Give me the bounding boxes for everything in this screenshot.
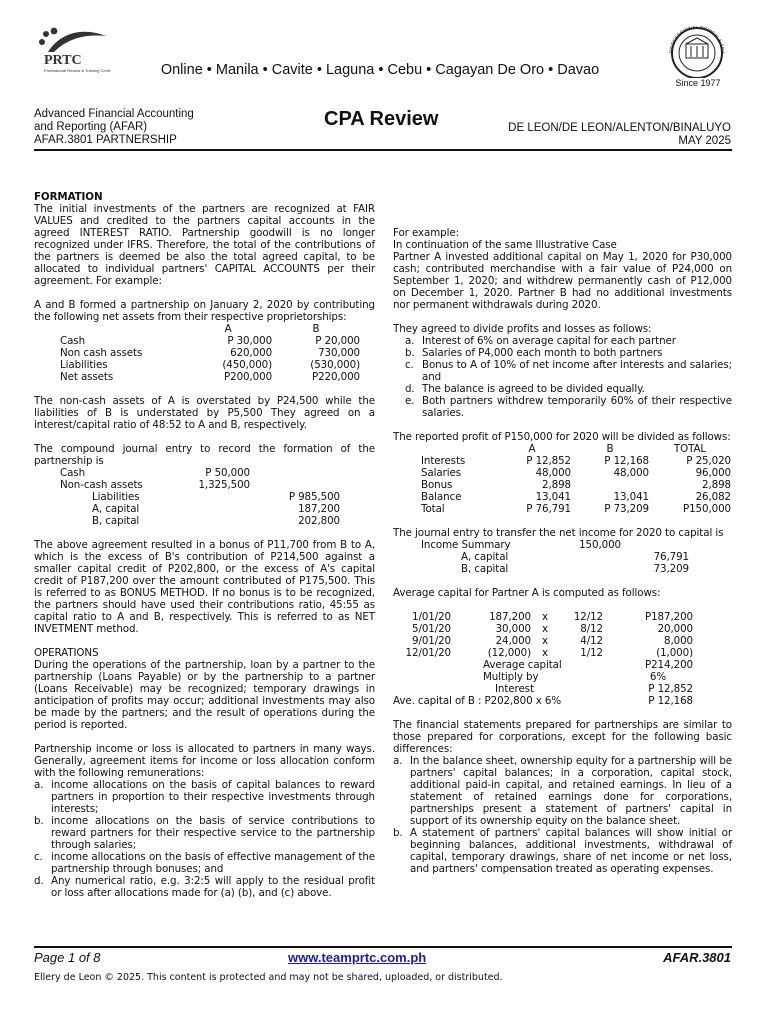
list-item: d. Any numerical ratio, e.g. 3:2:5 will apply to the residual profit or loss after allocations made for (a) (b), and (c) above. bbox=[34, 875, 375, 899]
table-row: Liabilities (450,000) (530,000) bbox=[60, 359, 360, 371]
table-row: Cash P 50,000 bbox=[60, 467, 250, 479]
table-row: Non-cash assets 1,325,500 bbox=[60, 479, 250, 491]
additional-capital-paragraph: Partner A invested additional capital on May 1, 2020 for P30,000 cash; contributed merchandise with a fair value of P24,000 on September 1, 2020; and withdrew permanently cash of P12,000 on December 1, 2020. Partner B had no additional investments nor permanent withdrawals during 2020. bbox=[393, 251, 732, 311]
list-item: a. In the balance sheet, ownership equity for a partnership will be partners' capital balances; in a corporation, capital stock, additional paid-in capital, and retained earnings. In lieu of a statement of retained earnings done for corporations, partnerships present a statement of partners' capital in support of its ownership equity on the balance sheet. bbox=[393, 755, 732, 827]
closing-journal bbox=[421, 539, 689, 575]
table-row: Salaries 48,000 48,000 96,000 bbox=[421, 467, 731, 479]
table-row: 12/01/20 (12,000) x 1/12 (1,000) bbox=[405, 647, 693, 659]
table-row: Interest P 12,852 bbox=[495, 683, 693, 695]
table-row: Multiply by 6% bbox=[483, 671, 667, 683]
example-subheading: In continuation of the same Illustrative Case bbox=[393, 239, 617, 251]
list-item: a. Interest of 6% on average capital for each partner bbox=[405, 335, 676, 347]
locations-line: Online • Manila • Cavite • Laguna • Cebu • Cagayan De Oro • Davao bbox=[160, 62, 600, 78]
formation-paragraph: The initial investments of the partners are recognized at FAIR VALUES and credited to the partners capital accounts in the agreed INTEREST RATIO. Partnership goodwill is no longer recognized under IFRS. Therefore, the total of the contributions of the partners is deemed be also the total agreed capital, to be allocated to individual partners' CAPITAL ACCOUNTS per their agreement. For example: bbox=[34, 203, 375, 287]
list-item: b. Salaries of P4,000 each month to both partners bbox=[405, 347, 663, 359]
table-row: A B TOTAL bbox=[528, 443, 707, 455]
table-row: Total P 76,791 P 73,209 P150,000 bbox=[421, 503, 731, 515]
page-number: Page 1 of 8 bbox=[34, 950, 101, 965]
table-row: 1/01/20 187,200 x 12/12 P187,200 bbox=[412, 611, 693, 623]
list-item: b. income allocations on the basis of service contributions to reward partners for their respective service to the partnership through salaries; bbox=[34, 815, 375, 851]
svg-text:Professional Review & Training: Professional Review & Training Center bbox=[44, 68, 110, 73]
table-row: Ave. capital of B : P202,800 x 6% P 12,168 bbox=[393, 695, 693, 707]
svg-text:PROFESSIONAL REVIEW & TRAINING: PROFESSIONAL REVIEW & TRA bbox=[668, 26, 726, 55]
left-column bbox=[34, 191, 375, 899]
table-row: Cash P 30,000 P 20,000 bbox=[60, 335, 360, 347]
operations-paragraph: During the operations of the partnership, loan by a partner to the partnership (Loans Payable) or by the partnership to a partner (Loans Receivable) may be recognized; temporary drawings in anticipation of profits may occur; additional investments may also be made by the partners; and the result of operations during the period is reported. bbox=[34, 659, 375, 731]
bonus-method-paragraph: The above agreement resulted in a bonus of P11,700 from B to A, which is the excess of B's contribution of P214,500 against a smaller capital credit of P202,800, or the excess of A's capital credit of P187,200 over the amount contributed of P175,500. This is referred to as BONUS METHOD. If no bonus is to be recognized, the partners should have used their contributions ratio, 45:55 as capital ratio to A and B, respectively. This is referred to as NET INVETMENT method. bbox=[34, 539, 375, 635]
table-row: B, capital 73,209 bbox=[461, 563, 689, 575]
module-code: AFAR.3801 bbox=[663, 950, 731, 965]
subject-block bbox=[34, 108, 194, 147]
subject-line-3: AFAR.3801 PARTNERSHIP bbox=[34, 134, 177, 146]
table-row: Average capital P214,200 bbox=[483, 659, 693, 671]
table-row: A B bbox=[224, 323, 320, 335]
document-title: CPA Review bbox=[324, 108, 439, 130]
prtc-logo bbox=[34, 22, 110, 74]
list-item: a. income allocations on the basis of capital balances to reward partners in proportion to their respective investments through interests; bbox=[34, 779, 375, 815]
table-row: 9/01/20 24,000 x 4/12 8,000 bbox=[412, 635, 693, 647]
authors: DE LEON/DE LEON/ALENTON/BINALUYO bbox=[508, 122, 731, 134]
list-item: d. The balance is agreed to be divided equally. bbox=[405, 383, 645, 395]
list-item: e. Both partners withdrew temporarily 60% of their respective salaries. bbox=[405, 395, 732, 419]
differences-list bbox=[393, 755, 732, 875]
table-row: A, capital 187,200 bbox=[92, 503, 340, 515]
table-row: Income Summary 150,000 bbox=[421, 539, 621, 551]
footer-rule bbox=[34, 946, 732, 948]
list-item: c. income allocations on the basis of effective management of the partnership through bonuses; and bbox=[34, 851, 375, 875]
formation-journal bbox=[60, 467, 340, 527]
journal-intro: The compound journal entry to record the formation of the partnership is bbox=[34, 443, 375, 467]
formation-heading: FORMATION bbox=[34, 191, 103, 203]
operations-heading: OPERATIONS bbox=[34, 647, 99, 659]
table-row: Liabilities P 985,500 bbox=[92, 491, 340, 503]
since-label: Since 1977 bbox=[675, 78, 721, 88]
remunerations-list bbox=[34, 779, 375, 899]
table-row: Balance 13,041 13,041 26,082 bbox=[421, 491, 731, 503]
table-row: Interests P 12,852 P 12,168 P 25,020 bbox=[421, 455, 731, 467]
closing-intro: The journal entry to transfer the net income for 2020 to capital is bbox=[393, 527, 724, 539]
list-item: c. Bonus to A of 10% of net income after interests and salaries; and bbox=[405, 359, 732, 383]
header-rule bbox=[34, 149, 732, 151]
allocation-paragraph: Partnership income or loss is allocated to partners in many ways. Generally, agreement items for income or loss allocation conform with the following remunerations: bbox=[34, 743, 375, 779]
average-capital-table bbox=[403, 611, 693, 695]
website-link[interactable]: www.teamprtc.com.ph bbox=[288, 950, 427, 965]
financial-statements-paragraph: The financial statements prepared for partnerships are similar to those prepared for corporations, except for the following basic differences: bbox=[393, 719, 732, 755]
overstatement-paragraph: The non-cash assets of A is overstated by P24,500 while the liabilities of B is understated by P5,500 They agreed on a interest/capital ratio of 48:52 to A and B, respectively. bbox=[34, 395, 375, 431]
right-column bbox=[393, 227, 732, 875]
table-row: Bonus 2,898 2,898 bbox=[421, 479, 731, 491]
table-row: B, capital 202,800 bbox=[92, 515, 340, 527]
formation-example: A and B formed a partnership on January 2, 2020 by contributing the following net assets from their respective proprietorships: bbox=[34, 299, 375, 323]
agreement-intro: They agreed to divide profits and losses as follows: bbox=[393, 323, 652, 335]
svg-text:PRTC: PRTC bbox=[44, 53, 82, 68]
copyright-notice: Ellery de Leon © 2025. This content is protected and may not be shared, uploaded, or distributed. bbox=[34, 972, 503, 983]
average-capital-intro: Average capital for Partner A is computed as follows: bbox=[393, 587, 661, 599]
net-assets-table bbox=[60, 323, 360, 383]
table-row: A, capital 76,791 bbox=[461, 551, 689, 563]
subject-line-2: and Reporting (AFAR) bbox=[34, 121, 148, 133]
subject-line-1: Advanced Financial Accounting bbox=[34, 108, 194, 120]
division-intro: The reported profit of P150,000 for 2020 will be divided as follows: bbox=[393, 431, 731, 443]
example-heading: For example: bbox=[393, 227, 459, 239]
profit-division-table bbox=[421, 443, 731, 515]
date: MAY 2025 bbox=[678, 135, 731, 147]
authors-block bbox=[508, 122, 731, 148]
list-item: b. A statement of partners' capital balances will show initial or beginning balances, additional investments, withdrawal of capital, temporary drawings, share of net income or net loss, and partners' compensation treated as operating expenses. bbox=[393, 827, 732, 875]
table-row: 5/01/20 30,000 x 8/12 20,000 bbox=[412, 623, 693, 635]
average-capital-b bbox=[393, 695, 693, 707]
agreement-list bbox=[405, 335, 732, 419]
table-row: Net assets P200,000 P220,000 bbox=[60, 371, 360, 383]
table-row: Non cash assets 620,000 730,000 bbox=[60, 347, 360, 359]
